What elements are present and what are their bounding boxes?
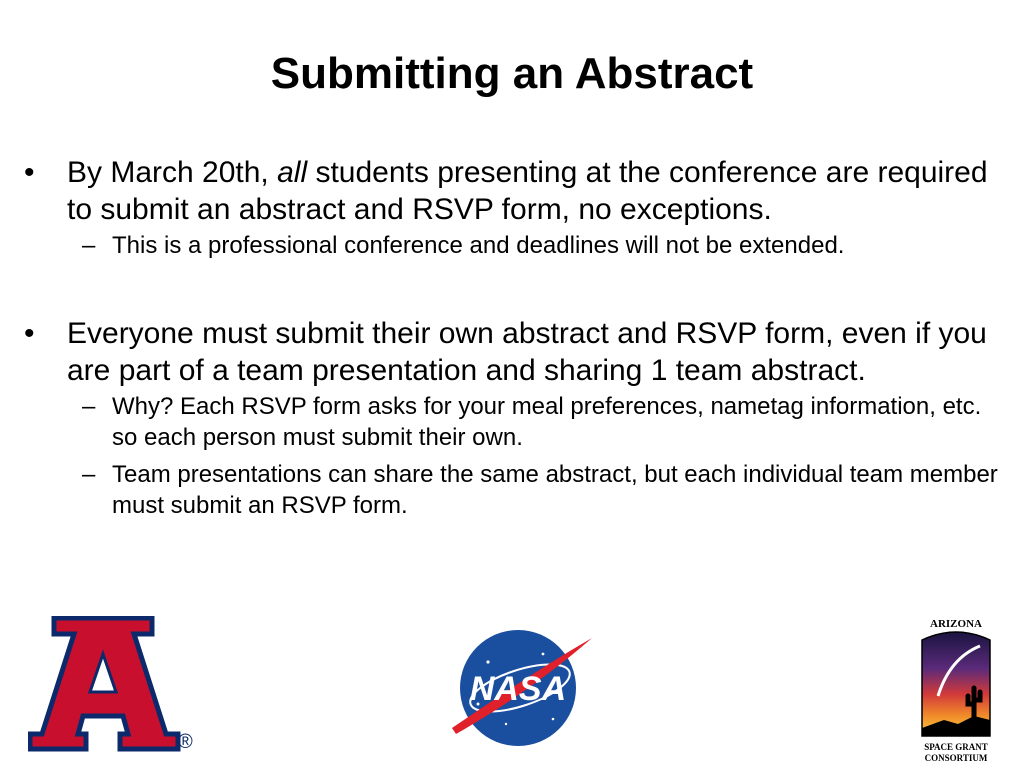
bullet-2-sub-2 (24, 459, 999, 521)
bullet-1-sub-1 (24, 230, 999, 261)
bullet-2-sub-1 (24, 391, 999, 453)
asgc-bottom-text-1: SPACE GRANT (924, 742, 988, 752)
bullet-2-sub-1-text: Why? Each RSVP form asks for your meal preferences, nametag information, etc. so each person must submit their own. (112, 393, 982, 451)
bullet-1-pre: By March 20th, (67, 156, 278, 189)
bullet-2-text: Everyone must submit their own abstract and RSVP form, even if you are part of a team presentation and sharing 1 team abstract. (67, 317, 987, 387)
dash-glyph: – (82, 232, 96, 259)
bullet-2-sub-2-text: Team presentations can share the same abstract, but each individual team member must submit an RSVP form. (112, 461, 998, 519)
bullet-glyph: • (24, 317, 35, 350)
bullet-1-sub-1-text: This is a professional conference and deadlines will not be extended. (112, 232, 845, 259)
nasa-wordmark: NASA (469, 670, 567, 708)
nasa-logo (448, 624, 596, 750)
university-of-arizona-logo (28, 616, 198, 752)
asgc-bottom-text-2: CONSORTIUM (924, 753, 988, 763)
bullet-glyph: • (24, 156, 35, 189)
bullet-2 (24, 315, 999, 389)
dash-glyph: – (82, 393, 96, 420)
bullet-1 (24, 154, 999, 228)
dash-glyph: – (82, 461, 96, 488)
bullet-1-emphasis: all (277, 156, 308, 189)
slide-body (24, 154, 999, 521)
asgc-top-text: ARIZONA (930, 618, 982, 630)
slide-title: Submitting an Abstract (270, 49, 754, 98)
registered-mark: ® (178, 731, 193, 752)
bullet-1-post: students presenting at the conference are required to submit an abstract and RSVP form, no exceptions. (67, 156, 988, 226)
arizona-space-grant-logo (914, 616, 998, 766)
